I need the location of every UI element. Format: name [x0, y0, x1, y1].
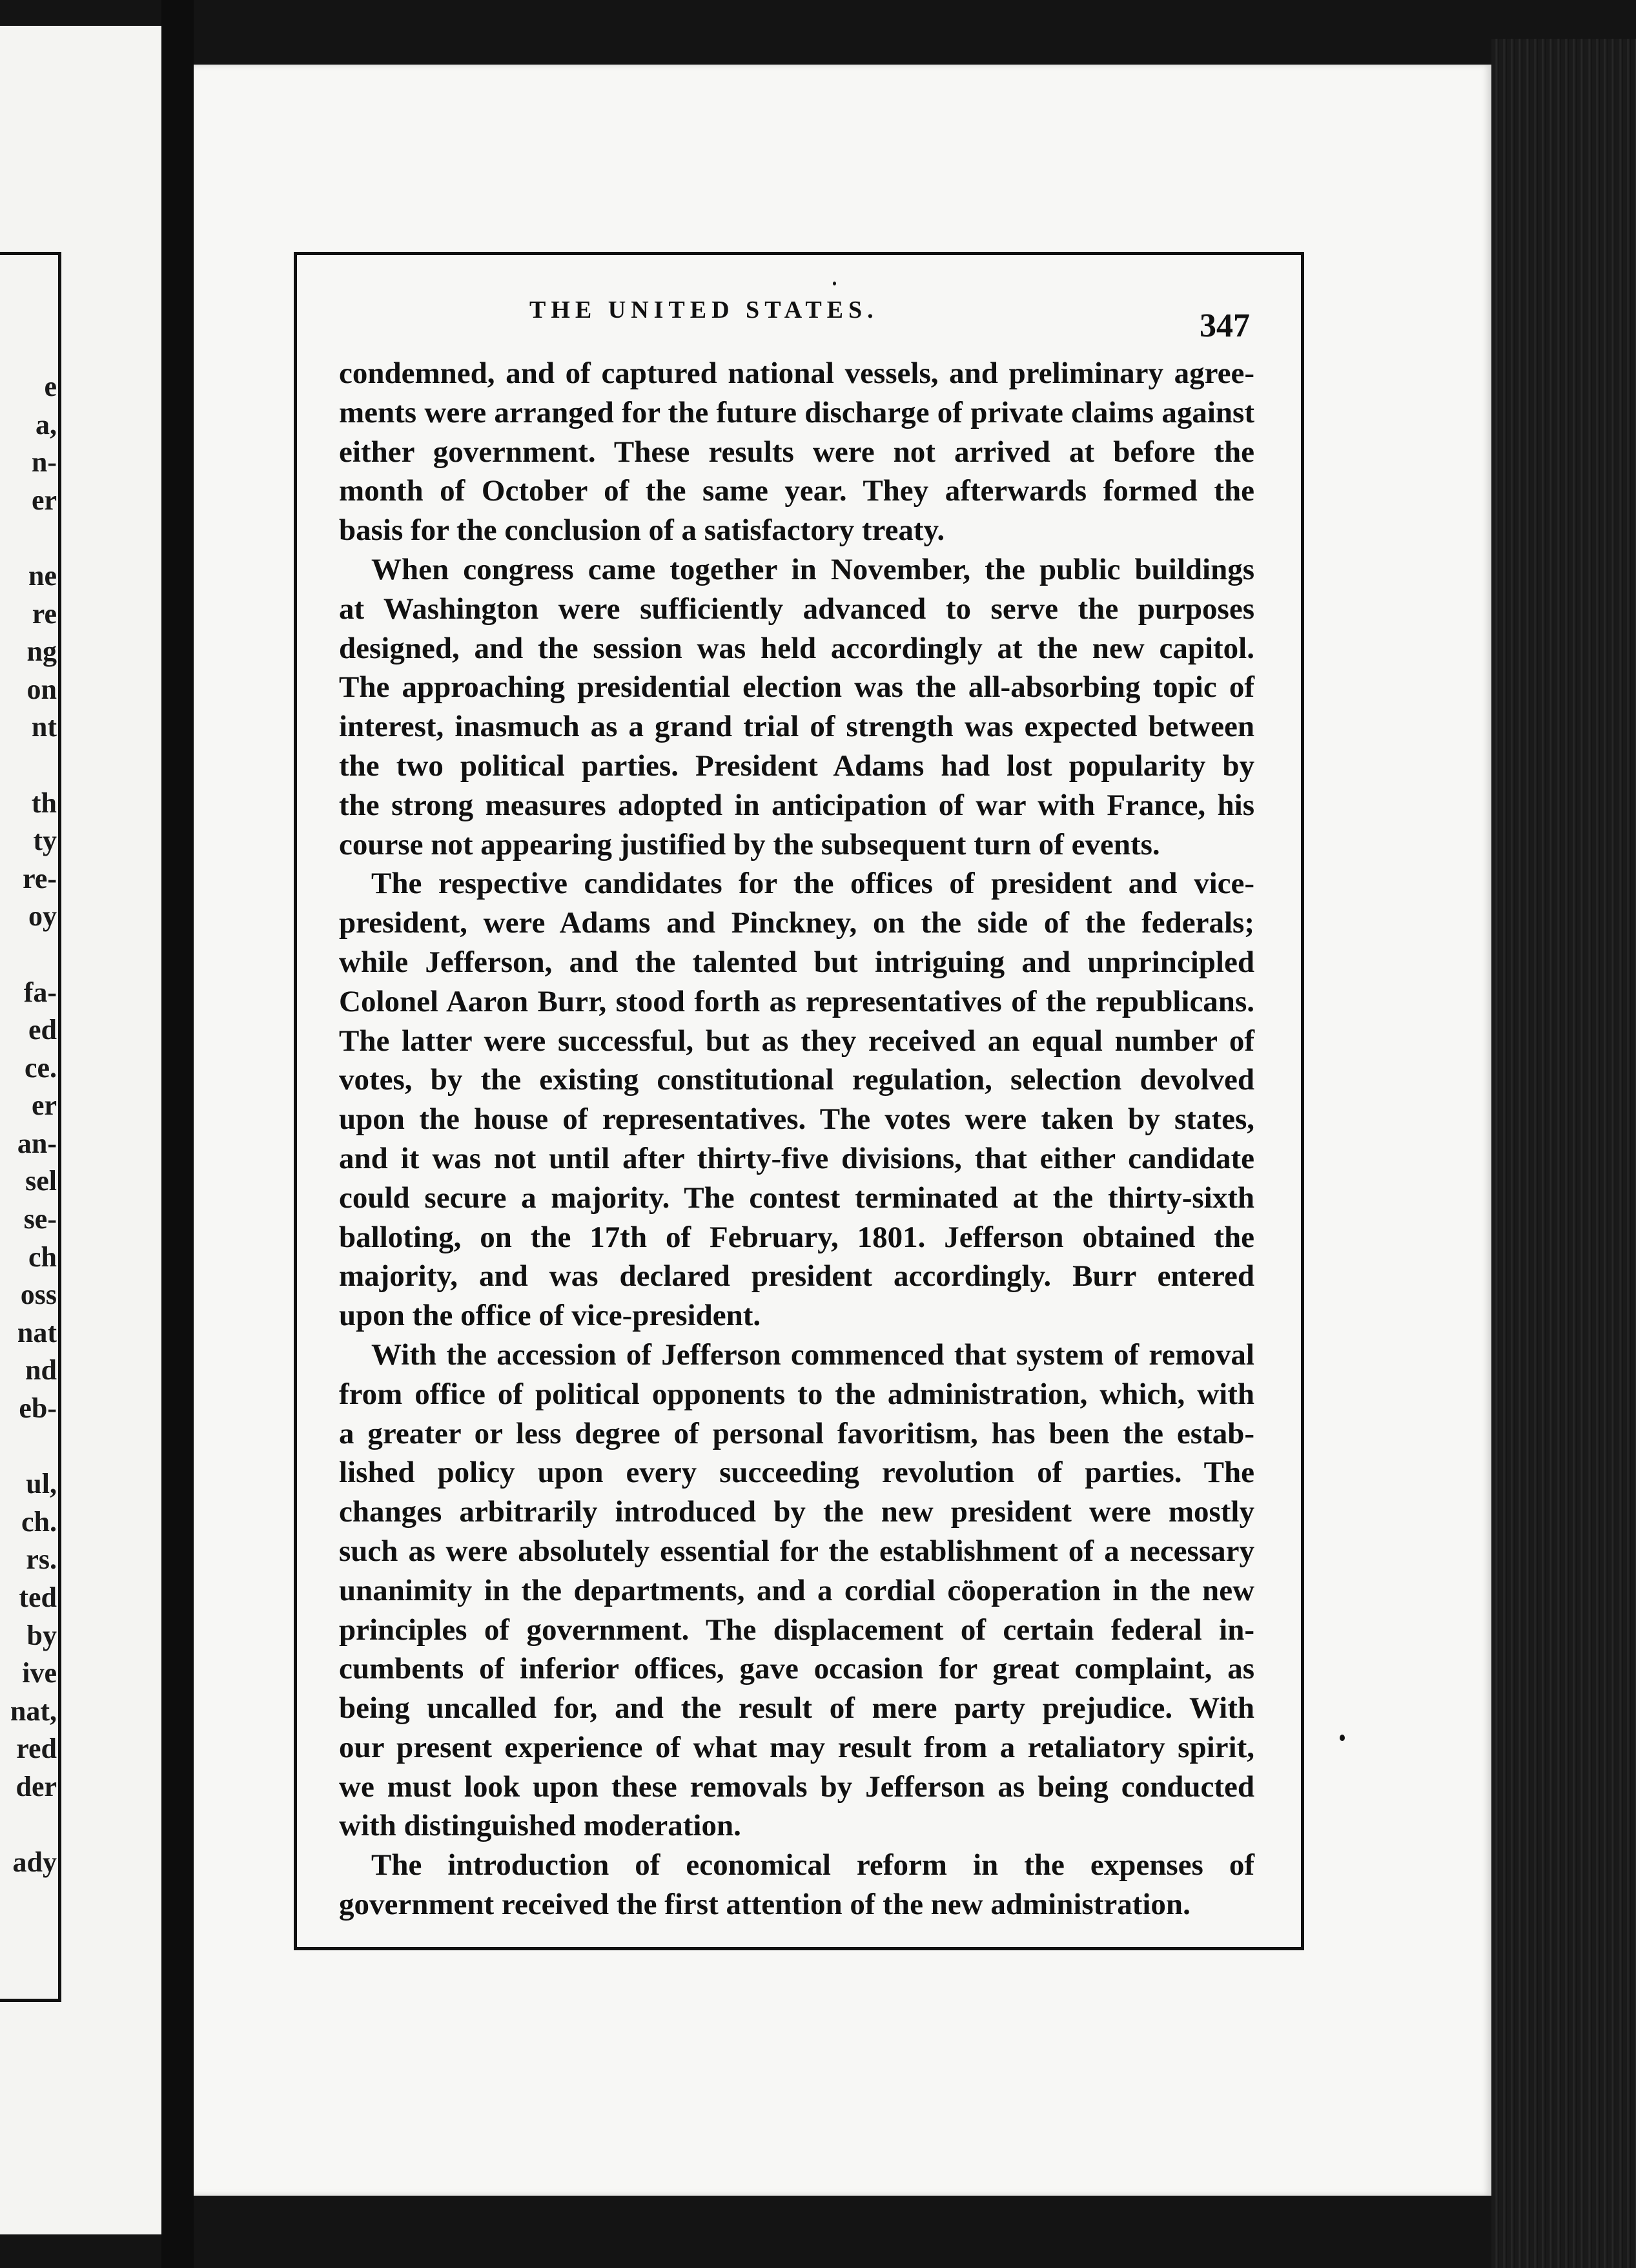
left-fragment-line: nat,	[10, 1695, 57, 1727]
left-fragment-line: der	[15, 1770, 57, 1802]
text-line: and it was not until after thirty-five divisions, that either candidate	[339, 1141, 1254, 1175]
left-fragment-line	[0, 1806, 57, 1844]
left-fragment-line: on	[26, 673, 57, 705]
left-fragment-line: n-	[31, 446, 57, 479]
text-line: The approaching presidential election was the all-absorbing topic of	[339, 670, 1254, 705]
left-fragment-line: a,	[36, 408, 57, 440]
left-fragment-line: ady	[12, 1846, 57, 1879]
text-line: the two political parties. President Adams had lost popularity by	[339, 748, 1254, 783]
text-line: The respective candidates for the offices of president and vice-	[371, 867, 1254, 901]
text-line: votes, by the existing constitutional regulation, selection devolved	[339, 1063, 1254, 1097]
text-line: upon the house of representatives. The votes were taken by states,	[339, 1102, 1254, 1137]
text-line: government received the first attention of the new administration.	[339, 1888, 1191, 1922]
text-line: president, were Adams and Pinckney, on the side of the federals;	[339, 906, 1254, 940]
text-line: designed, and the session was held accordingly at the new capitol.	[339, 631, 1254, 665]
left-fragment-line: ed	[28, 1014, 57, 1046]
text-line: interest, inasmuch as a grand trial of strength was expected between	[339, 710, 1254, 744]
left-fragment-line: ul,	[26, 1468, 57, 1500]
text-line: unanimity in the departments, and a cordial cöoperation in the new	[339, 1573, 1254, 1607]
text-line: either government. These results were not arrived at before the	[339, 435, 1254, 469]
paragraph	[339, 550, 1254, 864]
text-line: balloting, on the 17th of February, 1801. Jefferson obtained the	[339, 1220, 1254, 1254]
text-line: The introduction of economical reform in the expenses of	[371, 1848, 1254, 1882]
left-fragment-line: ted	[19, 1582, 57, 1613]
left-fragment-line: e	[44, 371, 57, 402]
left-fragment-line: ty	[33, 825, 57, 857]
text-line: month of October of the same year. They afterwards formed the	[339, 474, 1254, 508]
book-gutter	[161, 0, 194, 2268]
paragraph	[339, 354, 1254, 550]
text-line: could secure a majority. The contest terminated at the thirty-sixth	[339, 1180, 1254, 1215]
left-fragment-line: eb-	[19, 1392, 57, 1425]
left-fragment-line: ive	[22, 1657, 57, 1689]
text-line: When congress came together in November, the public buildings	[371, 552, 1254, 586]
left-fragment-line: oy	[28, 900, 57, 933]
left-fragment-line	[0, 936, 57, 974]
page-edge	[1491, 39, 1636, 2268]
text-line: condemned, and of captured national vessels, and preliminary agree-	[339, 356, 1254, 390]
left-fragment-line: ne	[28, 559, 57, 592]
text-line: ments were arranged for the future discharge of private claims against	[339, 395, 1254, 429]
left-fragment-line: nt	[31, 711, 57, 743]
left-page-text-fragments	[0, 368, 57, 1882]
left-fragment-line: red	[16, 1733, 57, 1765]
running-head: THE UNITED STATES.	[529, 296, 879, 324]
left-fragment-line: nat	[17, 1316, 57, 1348]
left-fragment-line: an-	[17, 1127, 57, 1159]
left-fragment-line	[0, 519, 57, 557]
text-line: basis for the conclusion of a satisfactory treaty.	[339, 513, 945, 548]
text-line: such as were absolutely essential for the establishment of a necessary	[339, 1534, 1254, 1568]
paragraph	[339, 1846, 1254, 1924]
text-line: lished policy upon every succeeding revolution of parties. The	[339, 1456, 1254, 1490]
text-line: a greater or less degree of personal favoritism, has been the estab-	[339, 1416, 1254, 1450]
left-fragment-line: ng	[26, 635, 57, 668]
text-line: at Washington were sufficiently advanced to serve the purposes	[339, 592, 1254, 626]
page-number: 347	[1200, 307, 1250, 344]
text-line: our present experience of what may result from a retaliatory spirit,	[339, 1730, 1254, 1764]
paragraph	[339, 864, 1254, 1335]
left-fragment-line: fa-	[23, 976, 57, 1008]
left-fragment-line: ch	[28, 1241, 57, 1273]
left-fragment-line	[0, 1428, 57, 1466]
left-fragment-line: nd	[25, 1354, 57, 1387]
text-line: the strong measures adopted in anticipation of war with France, his	[339, 788, 1254, 822]
body-text	[339, 354, 1254, 1924]
ink-speck	[1340, 1735, 1345, 1741]
left-page	[0, 26, 161, 2234]
left-fragment-line: rs.	[26, 1543, 57, 1576]
text-line: being uncalled for, and the result of mere party prejudice. With	[339, 1691, 1254, 1726]
text-line: principles of government. The displacement of certain federal in-	[339, 1613, 1254, 1647]
text-line: while Jefferson, and the talented but intriguing and unprincipled	[339, 945, 1254, 979]
left-fragment-line: oss	[20, 1279, 57, 1311]
text-line: upon the office of vice-president.	[339, 1299, 761, 1333]
left-fragment-line	[0, 747, 57, 785]
text-line: With the accession of Jefferson commenced that system of removal	[371, 1337, 1254, 1372]
text-line: we must look upon these removals by Jefferson as being conducted	[339, 1769, 1254, 1804]
text-line: from office of political opponents to the administration, which, with	[339, 1377, 1254, 1411]
text-line: The latter were successful, but as they received an equal number of	[339, 1024, 1254, 1058]
left-fragment-line: er	[31, 1089, 57, 1122]
text-line: cumbents of inferior offices, gave occasion for great complaint, as	[339, 1652, 1254, 1686]
left-fragment-line: re-	[23, 862, 57, 894]
left-fragment-line: th	[31, 787, 57, 819]
ink-speck	[833, 282, 836, 285]
paragraph	[339, 1335, 1254, 1846]
left-fragment-line: se-	[23, 1203, 57, 1235]
text-line: majority, and was declared president accordingly. Burr entered	[339, 1259, 1254, 1294]
left-fragment-line: ce.	[24, 1051, 57, 1084]
left-fragment-line: re	[32, 597, 57, 630]
text-line: with distinguished moderation.	[339, 1809, 741, 1843]
text-line: Colonel Aaron Burr, stood forth as representatives of the republicans.	[339, 984, 1254, 1018]
text-line: course not appearing justified by the subsequent turn of events.	[339, 827, 1160, 861]
left-fragment-line: er	[31, 484, 57, 516]
left-fragment-line: sel	[25, 1165, 57, 1197]
left-fragment-line: ch.	[21, 1505, 57, 1538]
text-line: changes arbitrarily introduced by the new president were mostly	[339, 1495, 1254, 1529]
left-fragment-line: by	[26, 1619, 57, 1651]
